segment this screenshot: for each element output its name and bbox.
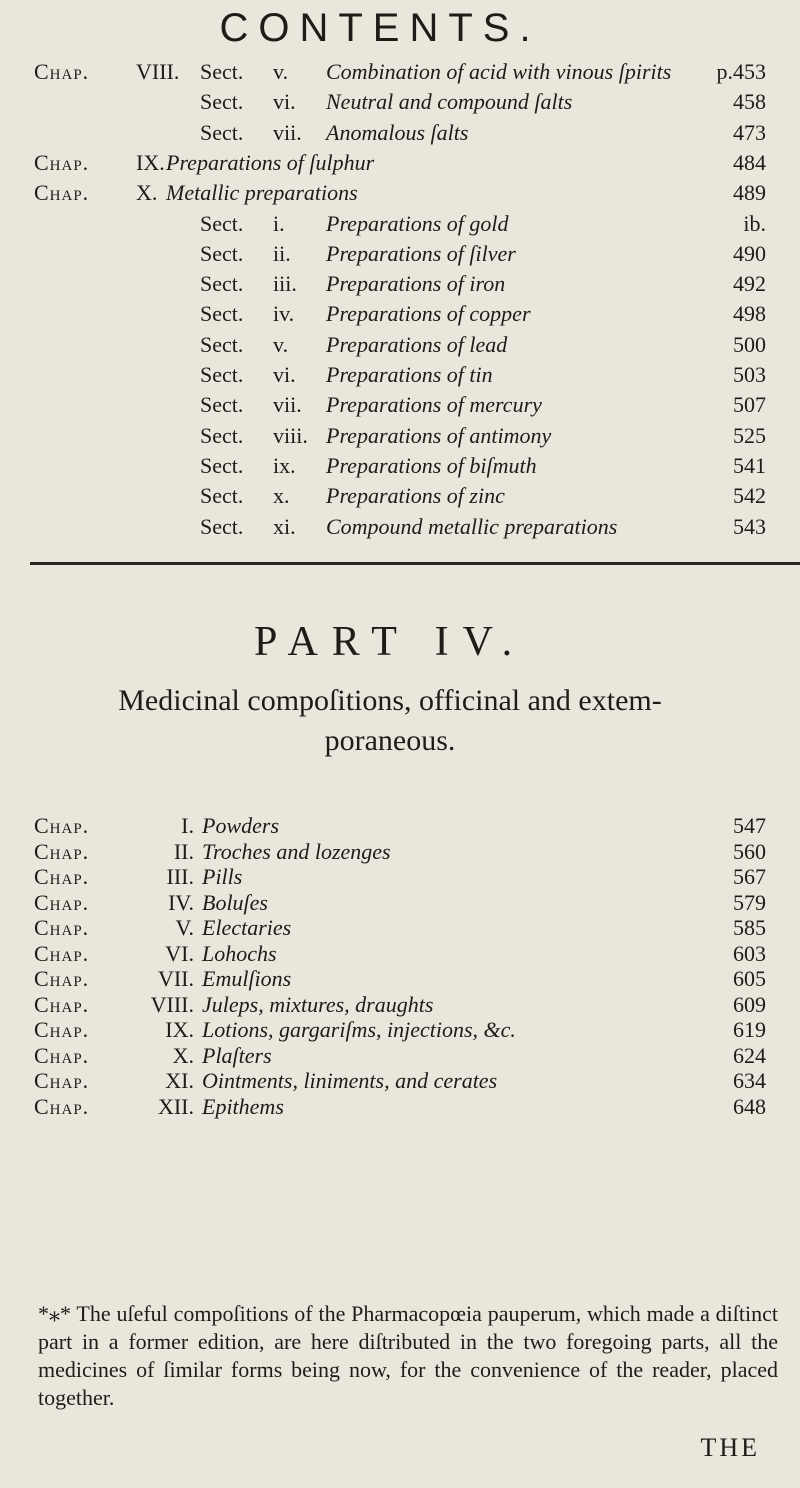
section-label: Sect. — [200, 452, 244, 478]
section-number: vii. — [273, 392, 302, 418]
toc-row — [0, 1042, 800, 1070]
section-number: vii. — [273, 119, 302, 145]
page-number: p.453 — [716, 59, 766, 84]
toc-row — [0, 812, 800, 840]
entry-title: Troches and lozenges — [202, 838, 391, 864]
entry-title: Compound metallic preparations — [326, 513, 618, 539]
chapter-label: Chap. — [34, 59, 90, 84]
section-label: Sect. — [200, 392, 244, 418]
entry-title: Preparations of ſilver — [326, 240, 516, 266]
section-number: x. — [273, 483, 290, 509]
chapter-number: III. — [166, 864, 194, 889]
section-label: Sect. — [200, 59, 244, 84]
section-label: Sect. — [200, 301, 244, 327]
chapter-number: VIII. — [136, 59, 180, 84]
chapter-label: Chap. — [34, 1042, 90, 1068]
toc-row — [0, 1067, 800, 1095]
entry-title: Preparations of copper — [326, 301, 531, 327]
toc-row — [0, 1016, 800, 1044]
section-label: Sect. — [200, 331, 244, 357]
toc-row — [0, 863, 800, 891]
toc-row — [0, 361, 800, 389]
page-number: 484 — [733, 149, 766, 175]
toc-row — [0, 1093, 800, 1121]
toc-row — [0, 240, 800, 268]
chapter-number: XII. — [157, 1093, 194, 1119]
chapter-number: X. — [172, 1042, 194, 1068]
toc-row — [0, 58, 800, 86]
entry-title: Preparations of ſulphur — [166, 149, 375, 175]
chapter-number: VII. — [157, 966, 194, 991]
entry-title: Preparations of gold — [326, 210, 509, 236]
entry-title: Preparations of zinc — [326, 483, 505, 509]
chapter-number: I. — [181, 813, 194, 838]
page-number: 507 — [733, 392, 766, 418]
entry-title: Emulſions — [202, 966, 292, 991]
section-number: v. — [273, 59, 289, 84]
page-number: 489 — [733, 180, 766, 206]
toc-row — [0, 452, 800, 480]
chapter-number: X. — [136, 180, 158, 206]
entry-title: Preparations of biſmuth — [326, 452, 537, 478]
entry-title: Neutral and compound ſalts — [326, 89, 573, 115]
page-number: 547 — [733, 813, 766, 838]
toc-row — [0, 119, 800, 147]
entry-title: Anomalous ſalts — [326, 119, 469, 145]
entry-title: Epithems — [202, 1093, 284, 1119]
chapter-label: Chap. — [34, 180, 90, 206]
page-number: 525 — [733, 422, 766, 448]
entry-title: Ointments, liniments, and cerates — [202, 1068, 498, 1093]
page-number: 458 — [733, 89, 766, 115]
chapter-label: Chap. — [34, 1017, 90, 1042]
section-label: Sect. — [200, 513, 244, 539]
entry-title: Juleps, mixtures, draughts — [202, 991, 434, 1017]
chapter-label: Chap. — [34, 813, 90, 838]
section-label: Sect. — [200, 119, 244, 145]
toc-row — [0, 914, 800, 942]
section-label: Sect. — [200, 422, 244, 448]
toc-row — [0, 965, 800, 993]
chapter-number: IV. — [168, 889, 194, 915]
section-number: iv. — [273, 301, 295, 327]
entry-title: Pills — [202, 864, 243, 889]
entry-title: Powders — [202, 813, 279, 838]
entry-title: Lotions, gargariſms, injections, &c. — [202, 1017, 516, 1042]
running-head: CONTENTS. — [219, 6, 541, 50]
entry-title: Combination of acid with vinous ſpirits — [326, 59, 672, 84]
section-number: iii. — [273, 271, 297, 297]
toc-row — [0, 88, 800, 116]
entry-title: Preparations of iron — [326, 271, 506, 297]
chapter-label: Chap. — [34, 940, 90, 966]
section-label: Sect. — [200, 89, 244, 115]
page-number: 624 — [733, 1042, 766, 1068]
page-number: 634 — [733, 1068, 766, 1093]
section-label: Sect. — [200, 362, 244, 387]
catchword: THE — [700, 1433, 760, 1462]
section-number: viii. — [273, 422, 308, 448]
page-number: 541 — [733, 452, 766, 478]
chapter-number: IX. — [136, 149, 165, 175]
toc-row — [0, 391, 800, 419]
page-number: 605 — [733, 966, 766, 991]
section-label: Sect. — [200, 483, 244, 509]
page-number: 567 — [733, 864, 766, 889]
page-number: 543 — [733, 513, 766, 539]
section-number: xi. — [273, 513, 296, 539]
chapter-number: VIII. — [150, 991, 194, 1017]
entry-title: Preparations of lead — [326, 331, 508, 357]
toc-row — [0, 149, 800, 177]
section-label: Sect. — [200, 271, 244, 297]
entry-title: Boluſes — [202, 889, 268, 915]
entry-title: Preparations of mercury — [326, 392, 542, 418]
section-divider-rule — [30, 562, 800, 565]
chapter-number: IX. — [165, 1017, 194, 1042]
chapter-label: Chap. — [34, 864, 90, 889]
entry-title: Metallic preparations — [166, 180, 358, 206]
part-subtitle-line-1: Medicinal compoſitions, officinal and extem- — [118, 684, 662, 717]
chapter-label: Chap. — [34, 915, 90, 940]
page-number: 609 — [733, 991, 766, 1017]
page-number: 603 — [733, 940, 766, 966]
page-number: 585 — [733, 915, 766, 940]
entry-title: Preparations of tin — [326, 362, 493, 387]
toc-row — [0, 270, 800, 298]
chapter-label: Chap. — [34, 1068, 90, 1093]
chapter-number: V. — [175, 915, 194, 940]
section-label: Sect. — [200, 240, 244, 266]
toc-row — [0, 513, 800, 541]
chapter-number: XI. — [165, 1068, 194, 1093]
page-number: ib. — [743, 210, 766, 236]
toc-row — [0, 991, 800, 1019]
toc-row — [0, 940, 800, 968]
entry-title: Electaries — [202, 915, 292, 940]
section-number: ii. — [273, 240, 291, 266]
section-number: vi. — [273, 89, 296, 115]
section-number: i. — [273, 210, 285, 236]
page-number: 503 — [733, 362, 766, 387]
page-number: 492 — [733, 271, 766, 297]
page-number: 648 — [733, 1093, 766, 1119]
entry-title: Preparations of antimony — [326, 422, 552, 448]
page-number: 498 — [733, 301, 766, 327]
chapter-number: II. — [173, 838, 194, 864]
toc-row — [0, 300, 800, 328]
chapter-label: Chap. — [34, 149, 90, 175]
toc-row — [0, 889, 800, 917]
chapter-label: Chap. — [34, 1093, 90, 1119]
part-subtitle-line-2: poraneous. — [324, 724, 456, 757]
toc-row — [0, 210, 800, 238]
toc-row — [0, 838, 800, 866]
toc-row — [0, 331, 800, 359]
page-number: 490 — [733, 240, 766, 266]
page-number: 579 — [733, 889, 766, 915]
page-number: 473 — [733, 119, 766, 145]
toc-row — [0, 422, 800, 450]
chapter-label: Chap. — [34, 889, 90, 915]
page-number: 619 — [733, 1017, 766, 1042]
chapter-label: Chap. — [34, 966, 90, 991]
chapter-label: Chap. — [34, 838, 90, 864]
entry-title: Lohochs — [202, 940, 277, 966]
editorial-note: *⁎* The uſeful compoſitions of the Pharmacopœia pauperum, which made a diſtinct part in a former edition, are here diſtributed in the two foregoing parts, all the medicines of ſimilar forms being now, for the convenience of the reader, placed together. — [38, 1301, 778, 1410]
chapter-number: VI. — [165, 940, 194, 966]
page-number: 542 — [733, 483, 766, 509]
page-number: 500 — [733, 331, 766, 357]
page-number: 560 — [733, 838, 766, 864]
chapter-label: Chap. — [34, 991, 90, 1017]
toc-row — [0, 482, 800, 510]
part-heading: PART IV. — [253, 619, 527, 665]
section-number: vi. — [273, 362, 296, 387]
section-number: v. — [273, 331, 289, 357]
toc-row — [0, 179, 800, 207]
section-label: Sect. — [200, 210, 244, 236]
entry-title: Plaſters — [202, 1042, 272, 1068]
section-number: ix. — [273, 452, 296, 478]
